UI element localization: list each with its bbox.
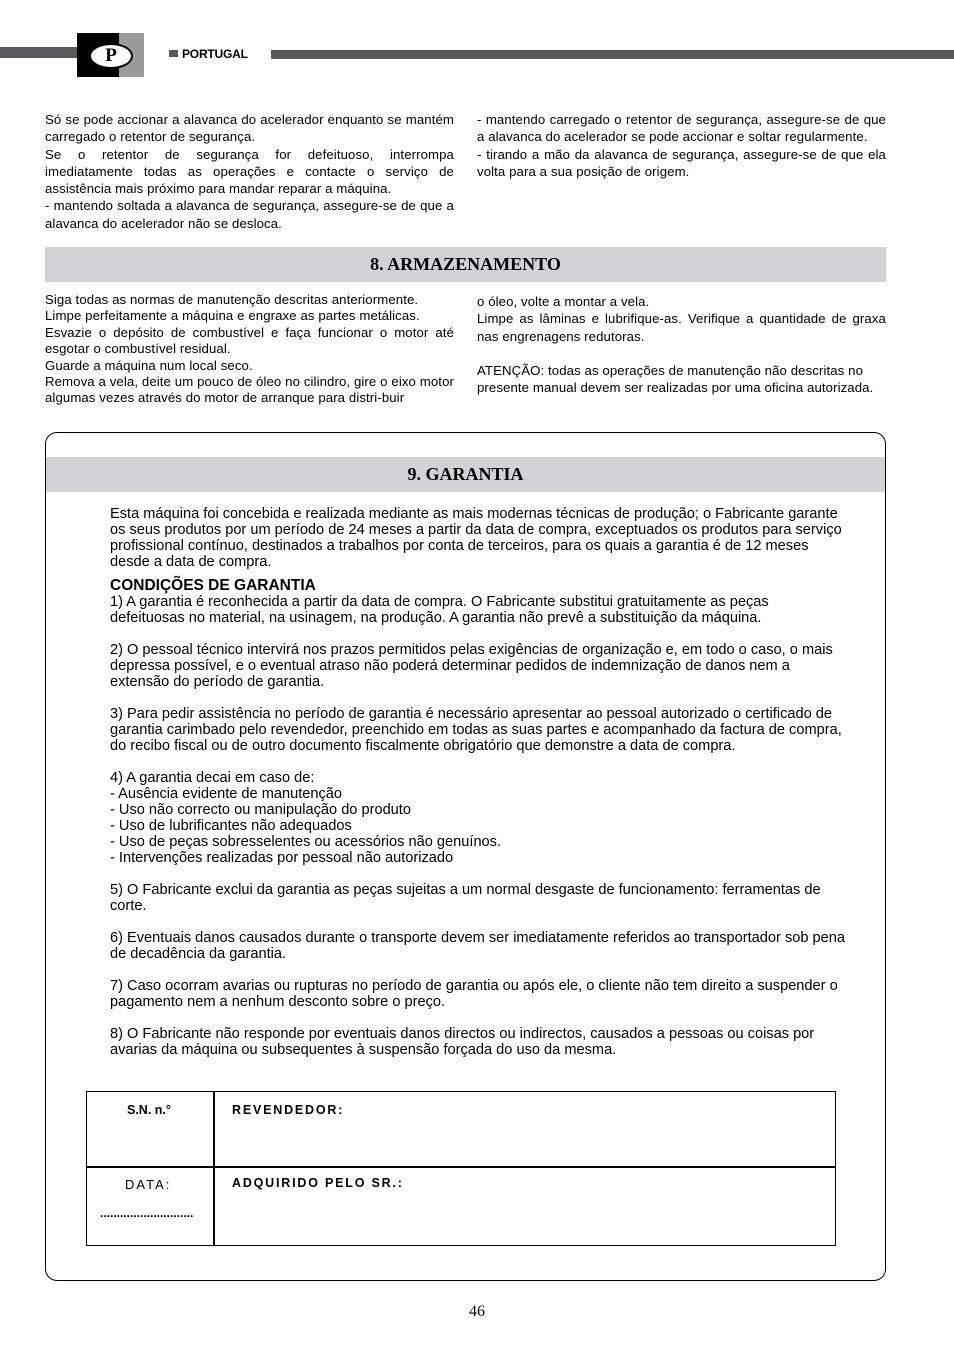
paragraph: Limpe perfeitamente a máquina e engraxe as partes metálicas. xyxy=(45,308,420,324)
list-item: - Ausência evidente de manutenção xyxy=(110,786,343,802)
header-country: PORTUGAL xyxy=(182,47,248,61)
storage-right-column xyxy=(477,293,886,396)
table-divider-vertical xyxy=(213,1092,215,1245)
intro-right-column xyxy=(477,111,886,180)
condition-1: 1) A garantia é reconhecida a partir da data de compra. O Fabricante substitui gratuitamente as peças defeituosas no material, na usinagem, na produção. A garantia não prevê a substituição da máquina. xyxy=(110,594,769,626)
condition-6: 6) Eventuais danos causados durante o transporte devem ser imediatamente referidos ao transportador sob pena de decadência da garantia. xyxy=(110,930,845,962)
list-item: - Intervenções realizadas por pessoal não autorizado xyxy=(110,850,454,866)
buyer-label: ADQUIRIDO PELO SR.: xyxy=(232,1176,404,1190)
warning-paragraph: ATENÇÃO: todas as operações de manutenção não descritas no presente manual devem ser realizadas por uma oficina autorizada. xyxy=(477,362,874,396)
paragraph: Esvazie o depósito de combustível e faça funcionar o motor até esgotar o combustível residual. xyxy=(45,324,454,357)
condition-4: 4) A garantia decai em caso de: xyxy=(110,770,315,786)
language-badge-letter: P xyxy=(89,43,133,69)
warranty-intro: Esta máquina foi concebida e realizada mediante as mais modernas técnicas de produção; o Fabricante garante os seus produtos por um período de 24 meses a partir da data de compra, exceptuados os produtos para serviço profissional contínuo, destinados a trabalhos por conta de terceiros, para os quais a garantia é de 12 meses desde a data de compra. xyxy=(110,506,842,570)
section-title-warranty: 9. GARANTIA xyxy=(46,457,885,492)
header-marker xyxy=(169,50,178,57)
condition-8: 8) O Fabricante não responde por eventuais danos directos ou indirectos, causados a pessoas ou coisas por avarias da máquina ou subsequentes à suspensão forçada do uso da mesma. xyxy=(110,1026,815,1058)
warranty-form-table xyxy=(86,1091,836,1246)
paragraph: Guarde a máquina num local seco. xyxy=(45,357,253,373)
paragraph: Limpe as lâminas e lubrifique-as. Verifique a quantidade de graxa nas engrenagens redutoras. xyxy=(477,311,886,344)
warranty-body xyxy=(110,506,845,1058)
page-number: 46 xyxy=(469,1303,485,1320)
condition-7: 7) Caso ocorram avarias ou rupturas no período de garantia ou após ele, o cliente não tem direito a suspender o pagamento nem a nenhum desconto sobre o preço. xyxy=(110,978,838,1010)
condition-3: 3) Para pedir assistência no período de garantia é necessário apresentar ao pessoal autorizado o certificado de garantia carimbado pelo revendedor, preenchido em todas as suas partes e acompanhado da factura de compra, do recibo fiscal ou de outro documento fiscalmente obrigatório que demonstre a data de compra. xyxy=(110,706,842,754)
condition-5: 5) O Fabricante exclui da garantia as peças sujeitas a um normal desgaste de funcionamento: ferramentas de corte. xyxy=(110,882,821,914)
list-item: - Uso de peças sobresselentes ou acessórios não genuínos. xyxy=(110,834,502,850)
dealer-label: REVENDEDOR: xyxy=(232,1103,345,1117)
paragraph: Se o retentor de segurança for defeituoso, interrompa imediatamente todas as operações e contacte o serviço de assistência mais próximo para mandar reparar a máquina. xyxy=(45,146,454,197)
date-field: ............................ xyxy=(100,1206,194,1220)
paragraph: - mantendo carregado o retentor de segurança, assegure-se de que a alavanca do acelerador se pode accionar e soltar regularmente. xyxy=(477,112,886,145)
date-label: DATA: xyxy=(125,1177,172,1192)
paragraph: - mantendo soltada a alavanca de segurança, assegure-se de que a alavanca do acelerador não se desloca. xyxy=(45,198,454,231)
paragraph: - tirando a mão da alavanca de segurança, assegure-se de que ela volta para a sua posição de origem. xyxy=(477,146,886,179)
header-bar-left xyxy=(0,47,77,58)
intro-left-column xyxy=(45,111,454,232)
conditions-title: CONDIÇÕES DE GARANTIA xyxy=(110,577,316,594)
paragraph: o óleo, volte a montar a vela. xyxy=(477,294,650,309)
serial-number-label: S.N. n.° xyxy=(127,1103,171,1117)
paragraph: Só se pode accionar a alavanca do acelerador enquanto se mantém carregado o retentor de segurança. xyxy=(45,112,454,145)
storage-left-column xyxy=(45,292,454,407)
header-bar-right xyxy=(271,50,954,59)
list-item: - Uso de lubrificantes não adequados xyxy=(110,818,352,834)
condition-2: 2) O pessoal técnico intervirá nos prazos permitidos pelas exigências de organização e, em todo o caso, o mais depressa possível, e o eventual atraso não poderá determinar pedidos de indemnização de danos nem a extensão do período de garantia. xyxy=(110,642,833,690)
section-title-storage: 8. ARMAZENAMENTO xyxy=(45,247,886,282)
list-item: - Uso não correcto ou manipulação do produto xyxy=(110,802,411,818)
paragraph: Siga todas as normas de manutenção descritas anteriormente. xyxy=(45,292,419,307)
paragraph: Remova a vela, deite um pouco de óleo no cilindro, gire o eixo motor algumas vezes através do motor de arranque para distri-buir xyxy=(45,374,454,406)
table-divider-horizontal xyxy=(87,1166,835,1168)
